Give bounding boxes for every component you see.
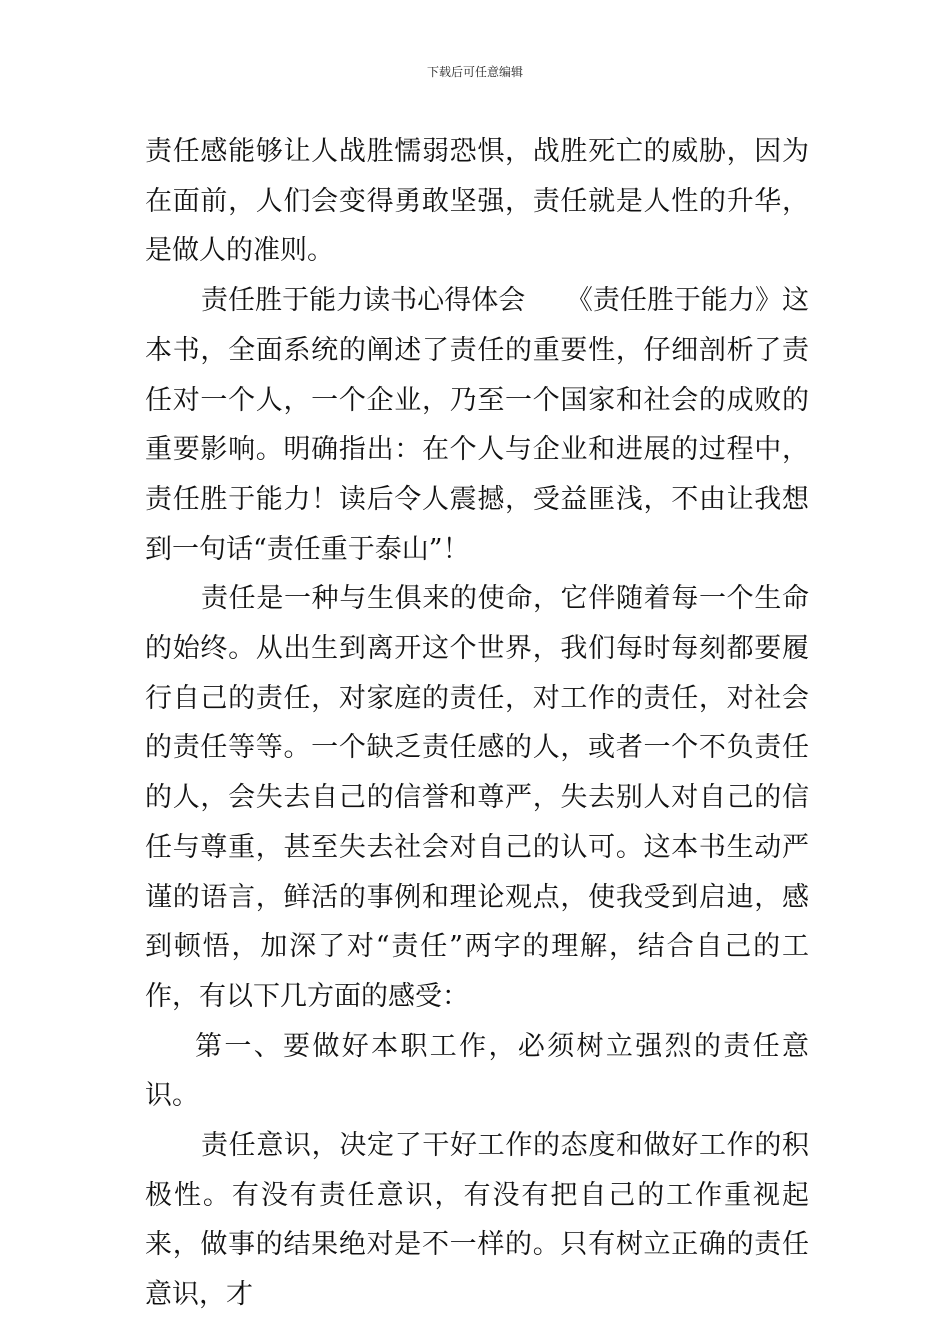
paragraph-2: 责任胜于能力读书心得体会 《责任胜于能力》这本书，全面系统的阐述了责任的重要性，仔细剖析了责任对一个人，一个企业，乃至一个国家和社会的成败的重要影响。明确指出：在个人与企业和进展的过程中，责任胜于能力！读后令人震撼，受益匪浅，不由让我想到一句话“责任重于泰山”！ [145, 285, 809, 565]
page-header-note: 下载后可任意编辑 [426, 65, 523, 79]
document-body [145, 127, 809, 1320]
paragraph-1: 责任感能够让人战胜懦弱恐惧，战胜死亡的威胁，因为在面前，人们会变得勇敢坚强，责任就是人性的升华，是做人的准则。 [145, 136, 809, 267]
paragraph-5: 责任意识，决定了干好工作的态度和做好工作的积极性。有没有责任意识，有没有把自己的工作重视起来，做事的结果绝对是不一样的。只有树立正确的责任意识，才 [145, 1130, 809, 1311]
paragraph-3: 责任是一种与生俱来的使命，它伴随着每一个生命的始终。从出生到离开这个世界，我们每时每刻都要履行自己的责任，对家庭的责任，对工作的责任，对社会的责任等等。一个缺乏责任感的人，或者一个不负责任的人，会失去自己的信誉和尊严，失去别人对自己的信任与尊重，甚至失去社会对自己的认可。这本书生动严谨的语言，鲜活的事例和理论观点，使我受到启迪，感到顿悟，加深了对“责任”两字的理解，结合自己的工作，有以下几方面的感受： [145, 583, 809, 1012]
paragraph-4-section-heading: 第一、要做好本职工作，必须树立强烈的责任意识。 [145, 1030, 809, 1112]
